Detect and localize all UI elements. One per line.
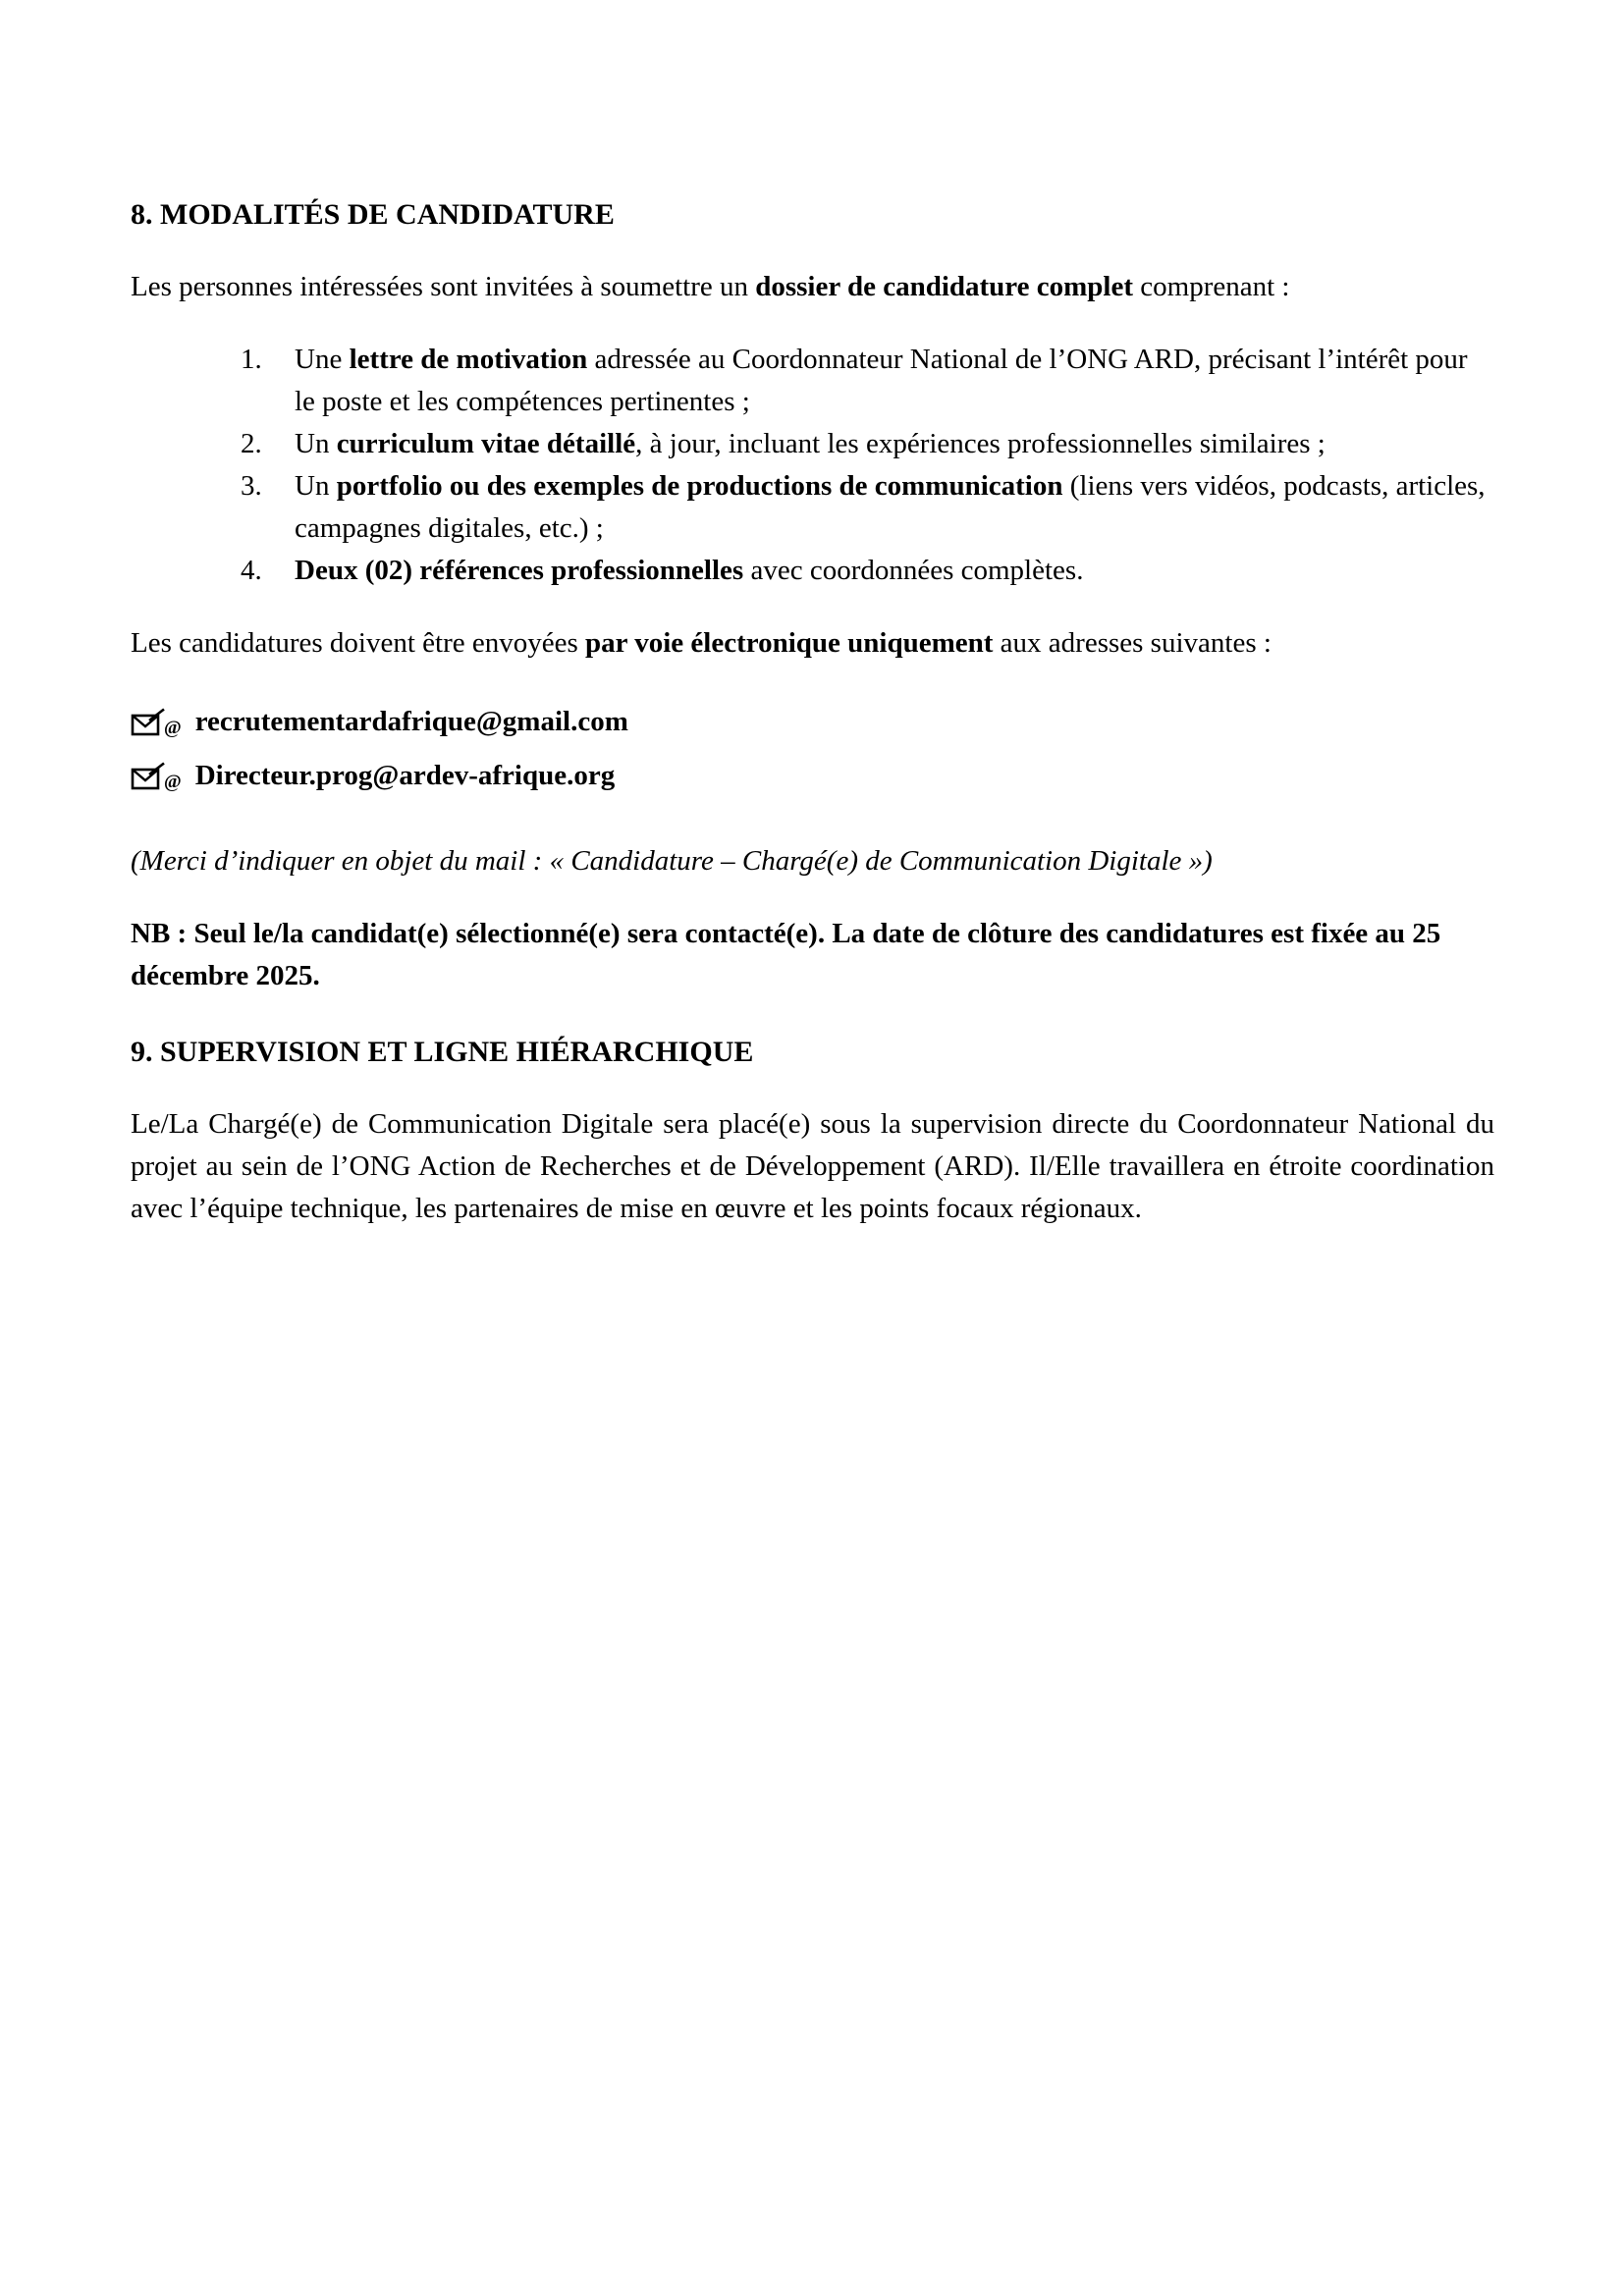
send-instructions-text-after: aux adresses suivantes : [993, 627, 1272, 659]
list-item-text-after: avec coordonnées complètes. [743, 555, 1084, 586]
mail-subject-note: (Merci d’indiquer en objet du mail : « Candidature – Chargé(e) de Communication Digitale ») [131, 845, 1213, 877]
section-8-heading: 8. MODALITÉS DE CANDIDATURE [131, 198, 615, 231]
email-line-2 [131, 749, 1494, 803]
list-item-bold-text: portfolio ou des exemples de productions de communication [336, 470, 1063, 502]
list-item-text-after: , à jour, incluant les expériences professionnelles similaires ; [635, 428, 1326, 459]
send-instructions-paragraph [131, 622, 1494, 665]
list-item-lettre-motivation [131, 339, 1494, 423]
supervision-paragraph: Le/La Chargé(e) de Communication Digitale sera placé(e) sous la supervision directe du Coordonnateur National du projet au sein de l’ONG Action de Recherches et de Développement (ARD). Il/Elle travaillera en étroite coordination avec l’équipe technique, les partenaires de mise en œuvre et les points focaux régionaux. [131, 1108, 1494, 1224]
list-item-text-after: adressée au Coordonnateur National de l’ONG ARD, précisant l’intérêt pour le poste et les compétences pertinentes ; [295, 344, 1468, 417]
list-item-bold-text: lettre de motivation [349, 344, 588, 375]
list-item-bold-text: curriculum vitae détaillé [336, 428, 636, 459]
list-item-curriculum-vitae [131, 423, 1494, 465]
email-line-1 [131, 695, 1494, 749]
at-symbol: @ [164, 771, 182, 792]
intro-paragraph [131, 266, 1494, 308]
list-item-bold-text: Deux (02) références professionnelles [295, 555, 744, 586]
intro-text: Les personnes intéressées sont invitées à soumettre un [131, 271, 756, 302]
list-item-text: Un [295, 470, 337, 502]
list-item-text: Une [295, 344, 350, 375]
list-item-text-after: (liens vers vidéos, podcasts, articles, campagnes digitales, etc.) ; [295, 470, 1486, 544]
envelope-at-icon [131, 762, 182, 791]
at-symbol: @ [164, 717, 182, 738]
application-documents-list [131, 339, 1494, 592]
list-item-portfolio [131, 465, 1494, 550]
send-instructions-text: Les candidatures doivent être envoyées [131, 627, 586, 659]
list-item-references [131, 550, 1494, 592]
email-addresses-block [131, 695, 1494, 803]
email-address-1: recrutementardafrique@gmail.com [194, 706, 628, 737]
intro-text-after: comprenant : [1133, 271, 1290, 302]
list-item-text: Un [295, 428, 337, 459]
send-instructions-bold-text: par voie électronique uniquement [585, 627, 994, 659]
nb-closing-date-note: NB : Seul le/la candidat(e) sélectionné(e) sera contacté(e). La date de clôture des candidatures est fixée au 25 décembre 2025. [131, 918, 1441, 991]
section-9-heading: 9. SUPERVISION ET LIGNE HIÉRARCHIQUE [131, 1036, 754, 1068]
envelope-at-icon [131, 708, 182, 737]
email-address-2: Directeur.prog@ardev-afrique.org [194, 760, 616, 791]
intro-bold-text: dossier de candidature complet [755, 271, 1134, 302]
